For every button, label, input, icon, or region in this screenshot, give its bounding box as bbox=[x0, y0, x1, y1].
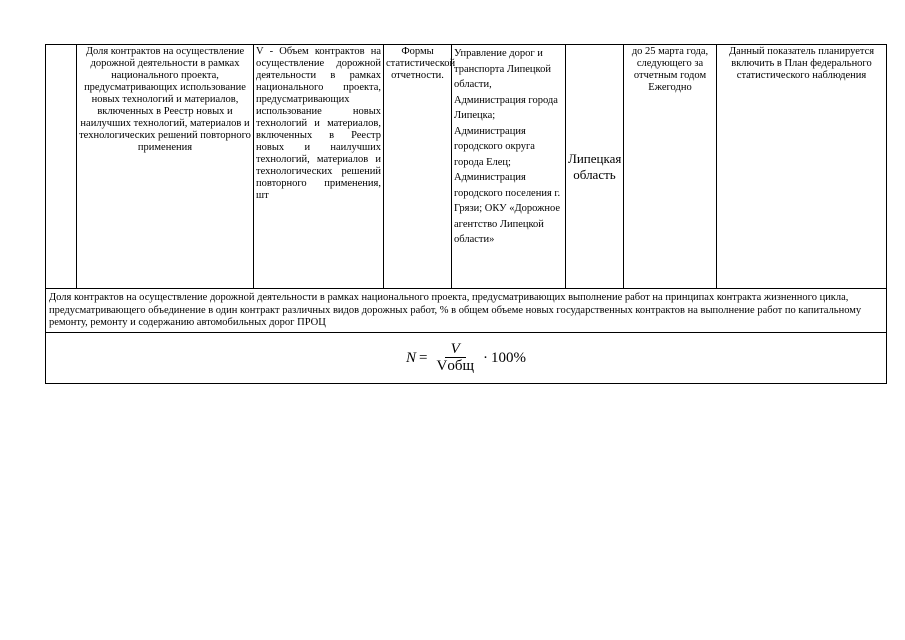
indicator-description: Доля контрактов на осуществление дорожной деятельности в рамках национального проекта, предусматривающих выполнение работ на принципах контракта жизненного цикла, предусматривающего объединение в один контракт различных видов дорожных работ, % в общем объеме новых государственных контрактов на выполнение работ по капитальному ремонту, ремонту и содержанию автомобильных дорог ПРОЦ bbox=[46, 289, 887, 333]
formula-operator: · bbox=[483, 349, 488, 366]
formula-lhs: N bbox=[406, 349, 417, 366]
cell-deadline: до 25 марта года, следующего за отчетным годом Ежегодно bbox=[624, 45, 717, 289]
cell-region: Липецкая область bbox=[566, 45, 624, 289]
formula bbox=[406, 341, 526, 374]
formula-denominator: Vобщ bbox=[436, 358, 474, 374]
formula-cell bbox=[46, 332, 887, 383]
cell-data-source: Формы статистической отчетности. bbox=[384, 45, 452, 289]
cell-note: Данный показатель планируется включить в План федерального статистического наблюдения bbox=[717, 45, 887, 289]
formula-equals: = bbox=[419, 349, 428, 366]
formula-fraction bbox=[434, 341, 476, 374]
cell-number bbox=[46, 45, 77, 289]
formula-multiplier: 100% bbox=[491, 349, 526, 366]
description-row bbox=[46, 289, 887, 333]
cell-variable-definition: V - Объем контрактов на осуществление дорожной деятельности в рамках национального проекта, предусматривающих использование новых технологий и материалов, включенных в Реестр новых и наилучших технологий, материалов и технологических решений повторного применения, шт bbox=[254, 45, 384, 289]
cell-responsible-body: Управление дорог и транспорта Липецкой области, Администрация города Липецка; Администрация городского округа города Елец; Администрация городского поселения г. Грязи; ОКУ «Дорожное агентство Липецкой области» bbox=[452, 45, 566, 289]
indicator-table bbox=[45, 44, 887, 384]
indicator-row bbox=[46, 45, 887, 289]
cell-indicator-name: Доля контрактов на осуществление дорожной деятельности в рамках национального проекта, предусматривающих использование новых технологий и материалов, включенных в Реестр новых и наилучших технологий, материалов и технологических решений повторного применения bbox=[77, 45, 254, 289]
formula-row bbox=[46, 332, 887, 383]
formula-numerator: V bbox=[445, 341, 466, 358]
